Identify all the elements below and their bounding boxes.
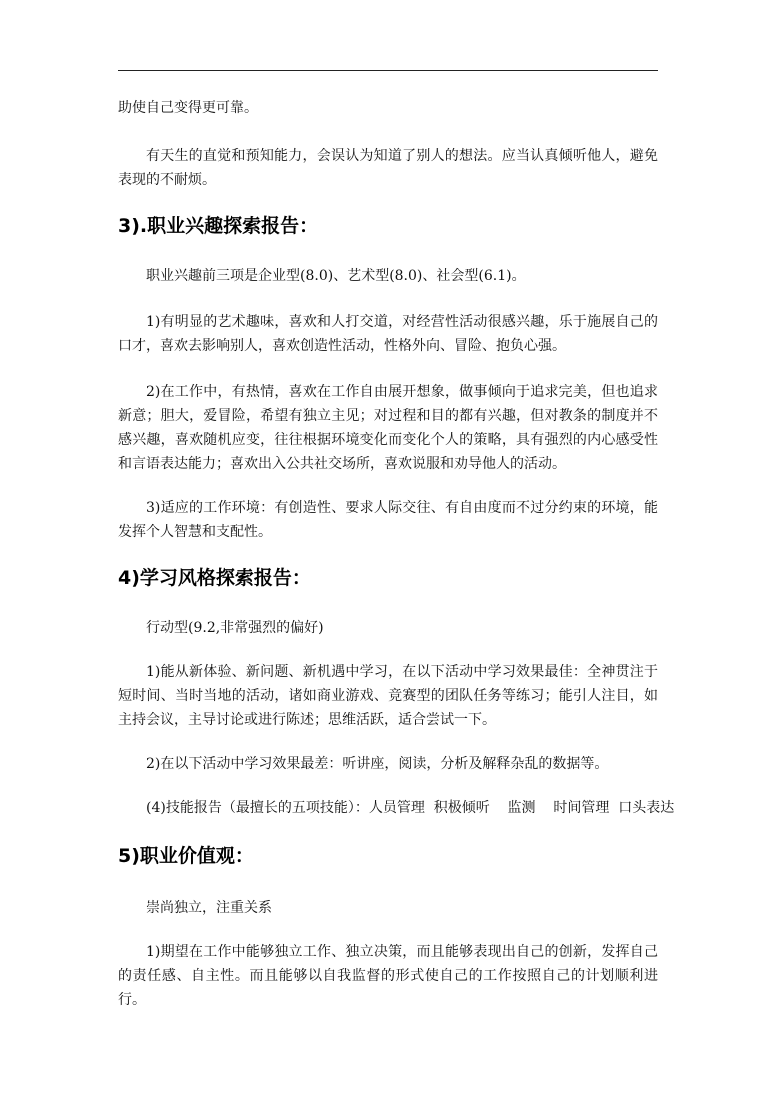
career-values-item-1: 1)期望在工作中能够独立工作、独立决策，而且能够表现出自己的创新，发挥自己的责任感、自主性。而且能够以自我监督的形式使自己的工作按照自己的计划顺利进行。	[118, 944, 658, 1008]
section-heading-career-values: 5)职业价值观：	[118, 845, 254, 867]
career-interest-item-2: 2)在工作中，有热情，喜欢在工作自由展开想象，做事倾向于追求完美，但也追求新意；胆大，爱冒险，希望有独立主见；对过程和目的都有兴趣，但对教条的制度并不感兴趣，喜欢随机应变，往往根据环境变化而变化个人的策略，具有强烈的内心感受性和言语表达能力；喜欢出入公共社交场所，喜欢说服和劝导他人的活动。	[118, 384, 658, 472]
career-values-summary: 崇尚独立，注重关系	[146, 900, 272, 916]
section-heading-career-interest: 3).职业兴趣探索报告：	[118, 215, 319, 237]
section-heading-learning-style: 4)学习风格探索报告：	[118, 567, 311, 589]
skills-report: (4)技能报告（最擅长的五项技能）：人员管理 积极倾听 监测 时间管理 口头表达	[146, 800, 675, 816]
paragraph-intuition: 有天生的直觉和预知能力，会误认为知道了别人的想法。应当认真倾听他人，避免表现的不耐烦。	[118, 148, 658, 188]
paragraph-continuation: 助使自己变得更可靠。	[118, 100, 258, 116]
learning-style-item-1: 1)能从新体验、新问题、新机遇中学习，在以下活动中学习效果最佳：全神贯注于短时间、当时当地的活动，诸如商业游戏、竞赛型的团队任务等练习；能引人注目，如主持会议，主导讨论或进行陈述；思维活跃，适合尝试一下。	[118, 664, 658, 728]
career-interest-item-1: 1)有明显的艺术趣味，喜欢和人打交道，对经营性活动很感兴趣，乐于施展自己的口才，喜欢去影响别人，喜欢创造性活动，性格外向、冒险、抱负心强。	[118, 314, 658, 354]
career-interest-summary: 职业兴趣前三项是企业型(8.0)、艺术型(8.0)、社会型(6.1)。	[146, 268, 526, 284]
learning-style-item-2: 2)在以下活动中学习效果最差：听讲座，阅读，分析及解释杂乱的数据等。	[146, 756, 609, 772]
header-rule	[118, 70, 658, 71]
career-interest-item-3: 3)适应的工作环境：有创造性、要求人际交往、有自由度而不过分约束的环境，能发挥个人智慧和支配性。	[118, 500, 658, 540]
learning-style-summary: 行动型(9.2,非常强烈的偏好)	[146, 620, 324, 636]
